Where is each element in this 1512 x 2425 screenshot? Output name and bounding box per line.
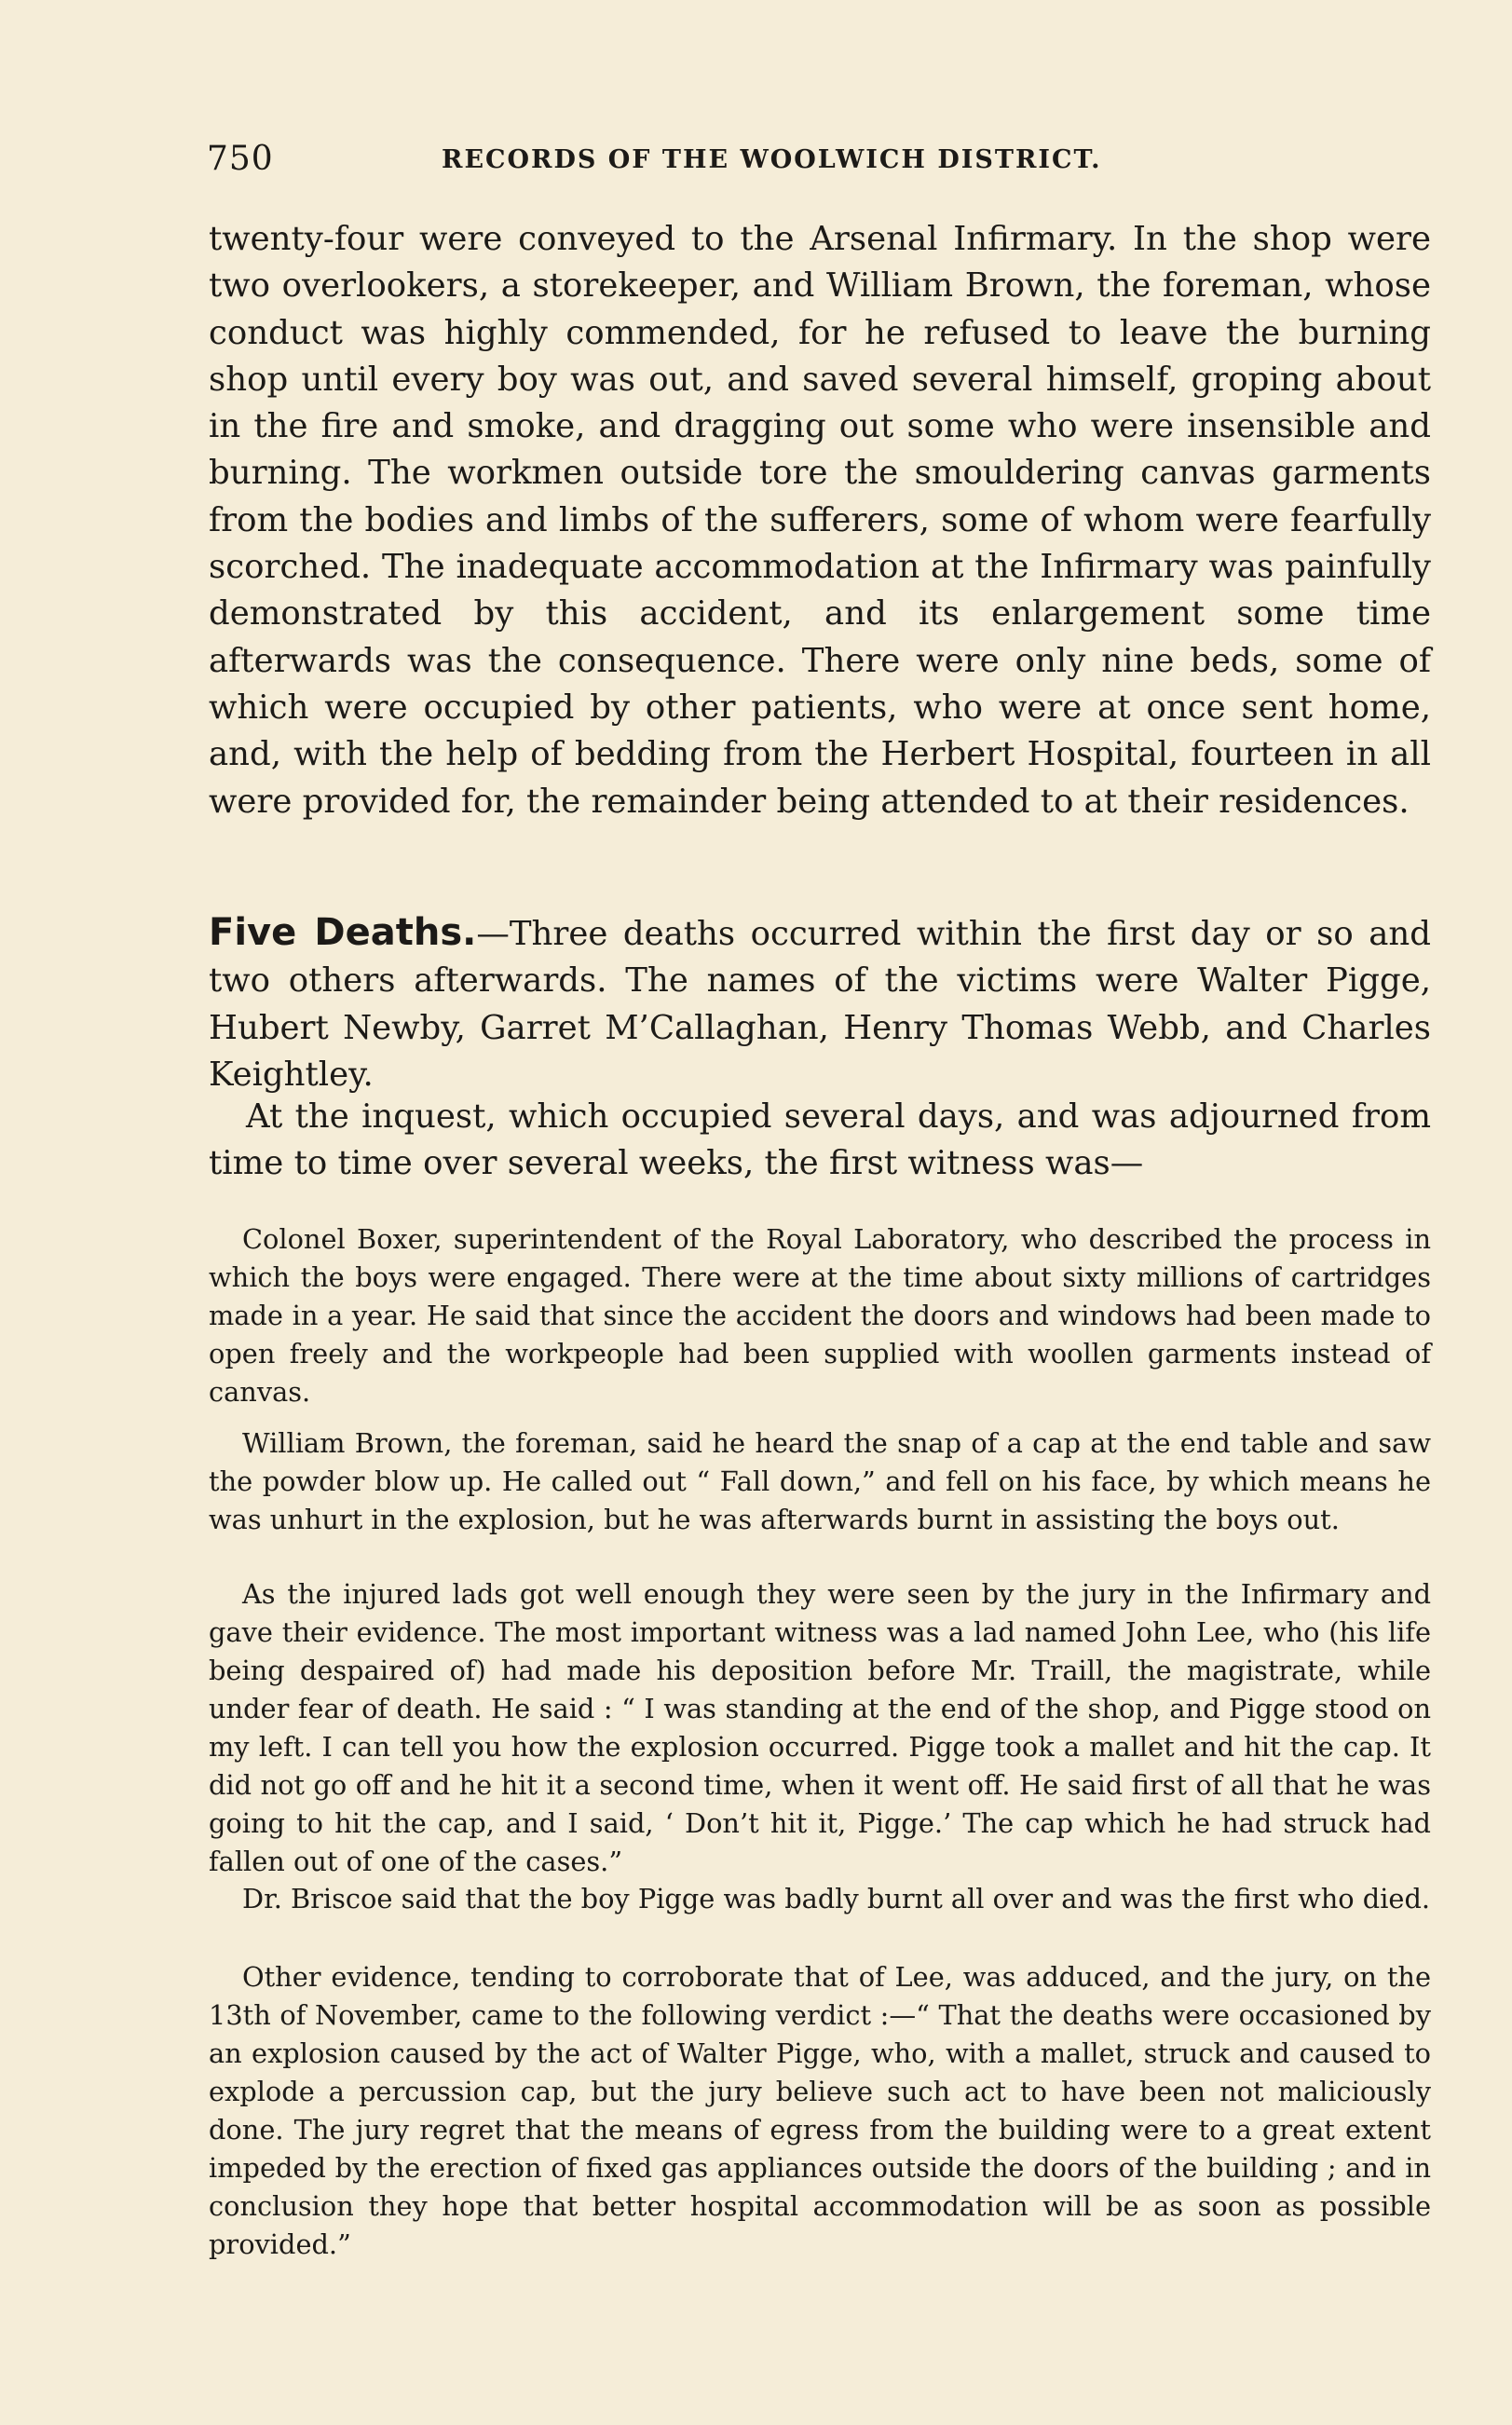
body-paragraph: twenty-four were conveyed to the Arsenal Infirmary. In the shop were two overlookers, a storekeeper, and William Brown, the foreman, whose conduct was highly commended, for he refused to leave the burning shop until every boy was out, and saved several himself, groping about in the fire and smoke, and dragging out some who were insensible and burning. The workmen outside tore the smouldering canvas garments from the bodies and limbs of the sufferers, some of whom were fearfully scorched. The inadequate accommodation at the Infirmary was painfully demonstrated by this accident, and its enlargement some time afterwards was the consequence. There were only nine beds, some of which were occupied by other patients, who were at once sent home, and, with the help of bedding from the Herbert Hospital, fourteen in all were provided for, the remainder being attended to at their residences. — [209, 220, 1431, 821]
testimony-paragraph: As the injured lads got well enough they were seen by the jury in the Infirmary and gave their evidence. The most important witness was a lad named John Lee, who (his life being despaired of) had made his deposition before Mr. Traill, the magistrate, while under fear of death. He said : “ I was standing at the end of the shop, and Pigge stood on my left. I can tell you how the explosion occurred. Pigge took a mallet and hit the cap. It did not go off and he hit it a second time, when it went off. He said first of all that he was going to hit the cap, and I said, ‘ Don’t hit it, Pigge.’ The cap which he had struck had fallen out of one of the cases.” — [209, 1578, 1431, 1877]
testimony-paragraph: William Brown, the foreman, said he heard the snap of a cap at the end table and saw the powder blow up. He called out “ Fall down,” and fell on his face, by which means he was unhurt in the explosion, but he was afterwards burnt in assisting the boys out. — [209, 1427, 1431, 1535]
running-head: RECORDS OF THE WOOLWICH DISTRICT. — [442, 145, 1102, 174]
page-header — [207, 140, 1185, 186]
testimony-paragraph: Other evidence, tending to corroborate that of Lee, was adduced, and the jury, on the 13th of November, came to the following verdict :—“ That the deaths were occasioned by an explosion caused by the act of Walter Pigge, who, with a mallet, struck and caused to explode a percussion cap, but the jury believe such act to have been not maliciously done. The jury regret that the means of egress from the building were to a great extent impeded by the erection of fixed gas appliances outside the doors of the building ; and in conclusion they hope that better hospital accommodation will be as soon as possible provided.” — [209, 1961, 1431, 2260]
page-number: 750 — [207, 140, 274, 178]
testimony-paragraph: Colonel Boxer, superintendent of the Royal Laboratory, who described the process in which the boys were engaged. There were at the time about sixty millions of cartridges made in a year. He said that since the accident the doors and windows had been made to open freely and the workpeople had been supplied with woollen garments instead of canvas. — [209, 1223, 1431, 1408]
section-heading: Five Deaths. — [209, 911, 477, 954]
section-paragraph — [209, 909, 1431, 1098]
section-paragraph-text: —Three deaths occurred within the first day or so and two others afterwards. The names of the victims were Walter Pigge, Hubert Newby, Garret M’Callaghan, Henry Thomas Webb, and Charles Keightley. — [209, 915, 1432, 1094]
testimony-paragraph: Dr. Briscoe said that the boy Pigge was badly burnt all over and was the first who died. — [242, 1883, 1431, 1914]
body-paragraph: At the inquest, which occupied several days, and was adjourned from time to time over several weeks, the first witness was— — [209, 1097, 1431, 1183]
